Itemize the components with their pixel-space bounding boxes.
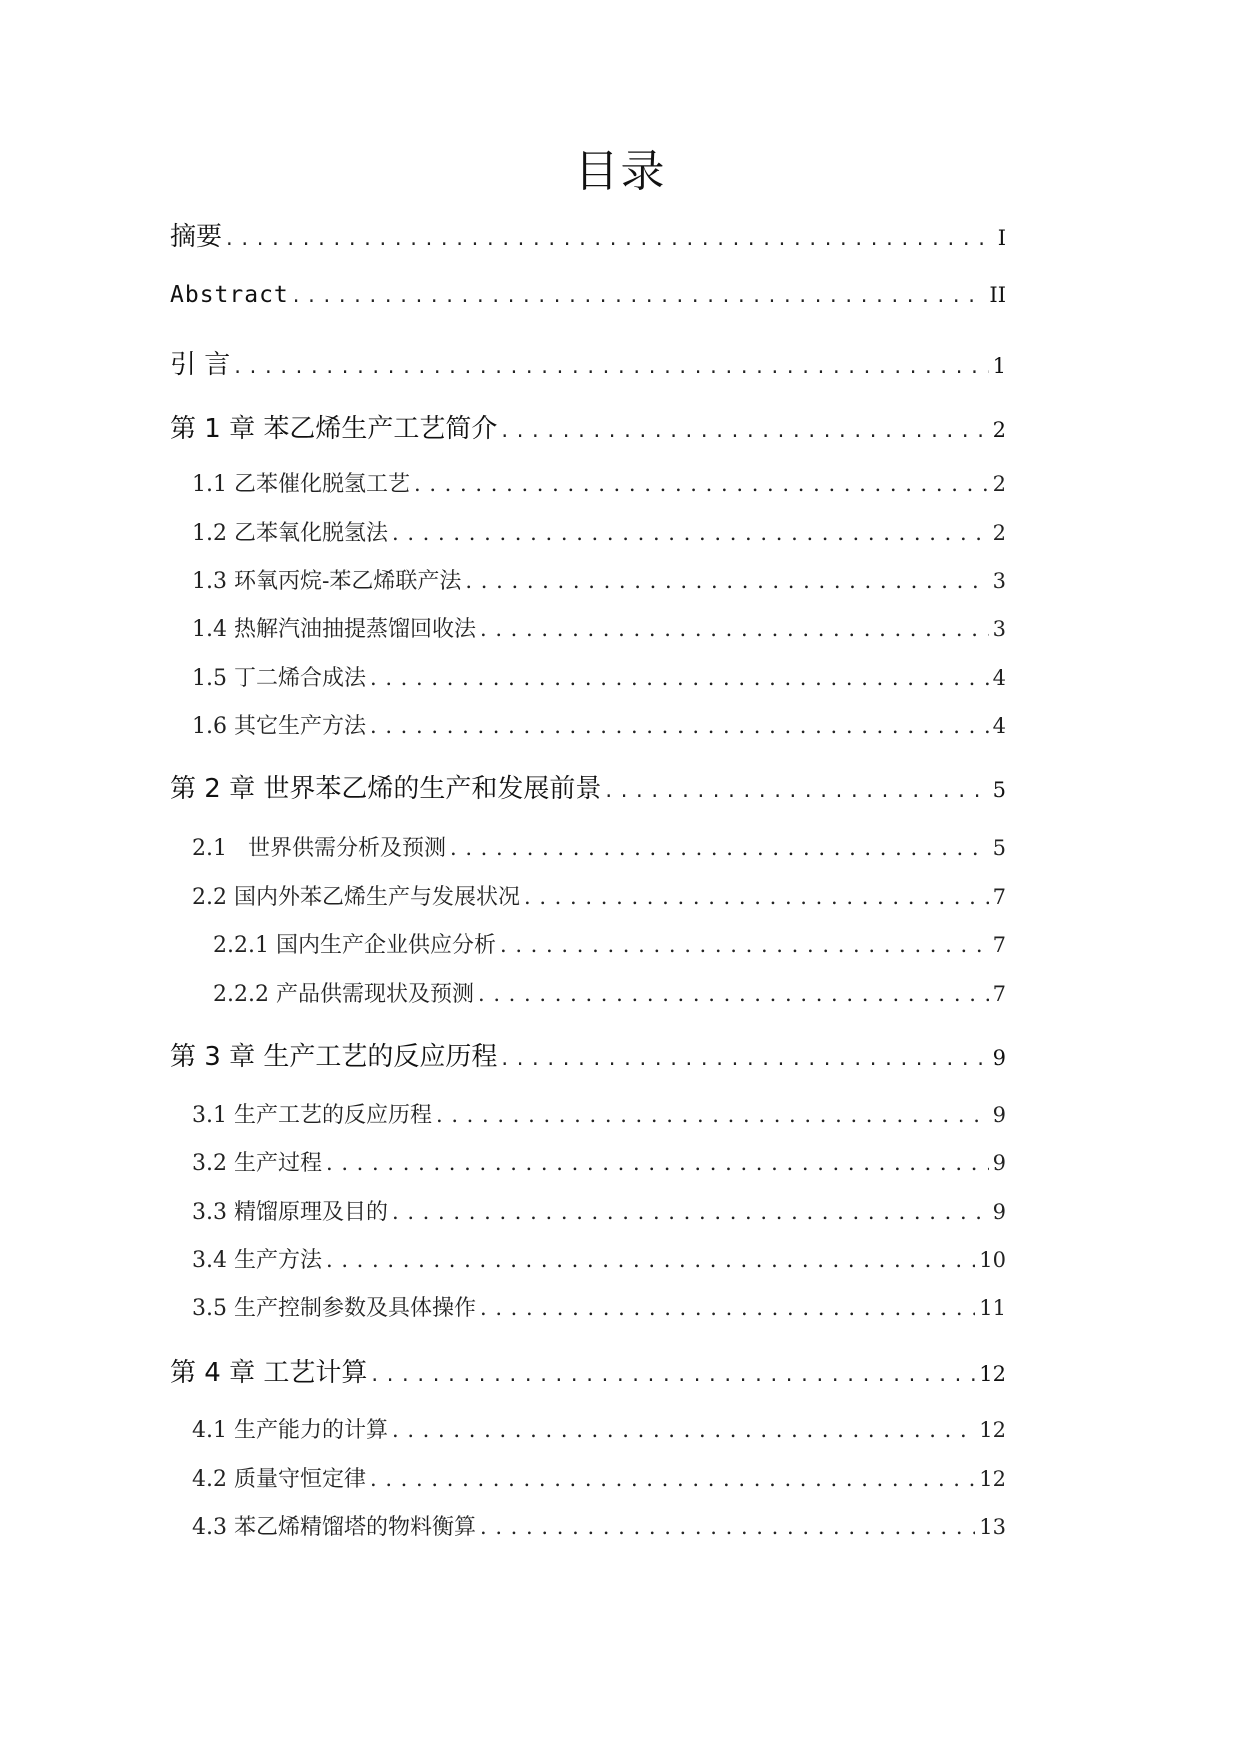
toc-page-number: 12 [979,1418,1006,1442]
toc-entry-label: 第 4 章 工艺计算 [170,1358,368,1388]
toc-entry-label: 4.2 质量守恒定律 [192,1467,366,1492]
dot-leader [480,617,989,641]
dot-leader [370,714,989,738]
dot-leader [524,885,989,909]
toc-title: 目录 [574,146,667,197]
dot-leader [326,1151,989,1175]
toc-page-number: 4 [992,666,1006,690]
toc-entry-label: 摘要 [170,222,223,252]
dot-leader [414,472,989,496]
dot-leader [450,836,989,860]
toc-page-number: 9 [992,1046,1006,1070]
toc-entry-label: 1.6 其它生产方法 [192,714,366,739]
toc-entry-abstract-en[interactable] [170,282,1006,308]
toc-entry-chapter-1[interactable] [170,408,1006,445]
toc-page-number: I [997,226,1006,250]
toc-page-number: 9 [992,1103,1006,1127]
toc-page-number: 3 [992,569,1006,593]
dot-leader [501,418,988,442]
toc-page-number: 9 [992,1200,1006,1224]
toc-entry-3-3[interactable] [192,1195,1006,1226]
toc-entry-1-3[interactable] [192,564,1006,595]
toc-entry-label: 1.4 热解汽油抽提蒸馏回收法 [192,617,476,642]
toc-page-number: 12 [979,1467,1006,1491]
dot-leader [480,1296,975,1320]
toc-entry-label: 引 言 [170,350,231,380]
toc-page-number: 5 [992,778,1006,802]
toc-entry-label: Abstract [170,282,289,308]
toc-page-number: 7 [992,982,1006,1006]
toc-page-number: 3 [992,617,1006,641]
toc-entry-3-2[interactable] [192,1146,1006,1177]
toc-entry-label: 1.1 乙苯催化脱氢工艺 [192,472,410,497]
toc-entry-label: 2.1 世界供需分析及预测 [192,836,446,861]
dot-leader [501,1046,988,1070]
toc-entry-2-2-2[interactable] [213,977,1006,1008]
toc-entry-label: 3.3 精馏原理及目的 [192,1200,388,1225]
toc-page-number: 5 [992,836,1006,860]
dot-leader [478,982,989,1006]
dot-leader [392,1200,989,1224]
dot-leader [293,283,986,307]
toc-page-number: 7 [992,885,1006,909]
toc-page-number: 9 [992,1151,1006,1175]
toc-entry-label: 1.5 丁二烯合成法 [192,666,366,691]
dot-leader [392,521,989,545]
toc-entry-abstract-cn[interactable] [170,216,1006,253]
toc-entry-4-3[interactable] [192,1510,1006,1541]
dot-leader [500,933,989,957]
toc-page-number: 1 [992,354,1006,378]
toc-entry-4-2[interactable] [192,1462,1006,1493]
toc-entry-chapter-3[interactable] [170,1036,1006,1073]
toc-page-number: 7 [992,933,1006,957]
dot-leader [480,1515,975,1539]
toc-entry-label: 2.2.1 国内生产企业供应分析 [213,933,496,958]
toc-entry-label: 3.5 生产控制参数及具体操作 [192,1296,476,1321]
toc-entry-1-6[interactable] [192,709,1006,740]
toc-entry-1-2[interactable] [192,516,1006,547]
toc-entry-label: 3.2 生产过程 [192,1151,322,1176]
toc-page-number: 2 [992,418,1006,442]
toc-entry-2-1[interactable] [192,831,1006,862]
toc-entry-2-2[interactable] [192,880,1006,911]
toc-entry-introduction[interactable] [170,344,1006,381]
toc-entry-label: 3.4 生产方法 [192,1248,322,1273]
toc-page-number: 12 [979,1362,1006,1386]
toc-entry-label: 4.1 生产能力的计算 [192,1418,388,1443]
toc-page-number: 2 [992,472,1006,496]
dot-leader [370,1467,975,1491]
toc-page-number: 4 [992,714,1006,738]
dot-leader [605,778,988,802]
toc-page-number: 10 [979,1248,1006,1272]
toc-entry-label: 2.2 国内外苯乙烯生产与发展状况 [192,885,520,910]
toc-entry-label: 第 1 章 苯乙烯生产工艺简介 [170,414,498,444]
toc-page-number: 13 [979,1515,1006,1539]
toc-entry-label: 4.3 苯乙烯精馏塔的物料衡算 [192,1515,476,1540]
dot-leader [371,1362,975,1386]
toc-entry-chapter-4[interactable] [170,1352,1006,1389]
dot-leader [465,569,988,593]
toc-entry-4-1[interactable] [192,1413,1006,1444]
toc-entry-label: 2.2.2 产品供需现状及预测 [213,982,474,1007]
toc-entry-3-1[interactable] [192,1098,1006,1129]
dot-leader [234,354,988,378]
toc-page-number: 2 [992,521,1006,545]
toc-entry-label: 1.3 环氧丙烷-苯乙烯联产法 [192,569,462,594]
toc-entry-label: 第 3 章 生产工艺的反应历程 [170,1042,498,1072]
toc-entry-3-5[interactable] [192,1291,1006,1322]
toc-entry-2-2-1[interactable] [213,928,1006,959]
toc-entry-1-1[interactable] [192,467,1006,498]
toc-entry-1-4[interactable] [192,612,1006,643]
toc-entry-1-5[interactable] [192,661,1006,692]
dot-leader [370,666,989,690]
dot-leader [326,1248,975,1272]
toc-page-number: II [989,283,1006,307]
dot-leader [226,226,994,250]
dot-leader [436,1103,989,1127]
toc-entry-label: 第 2 章 世界苯乙烯的生产和发展前景 [170,774,602,804]
toc-entry-label: 3.1 生产工艺的反应历程 [192,1103,432,1128]
toc-entry-3-4[interactable] [192,1243,1006,1274]
toc-page-number: 11 [979,1296,1006,1320]
toc-entry-chapter-2[interactable] [170,768,1006,805]
toc-entry-label: 1.2 乙苯氧化脱氢法 [192,521,388,546]
dot-leader [392,1418,975,1442]
